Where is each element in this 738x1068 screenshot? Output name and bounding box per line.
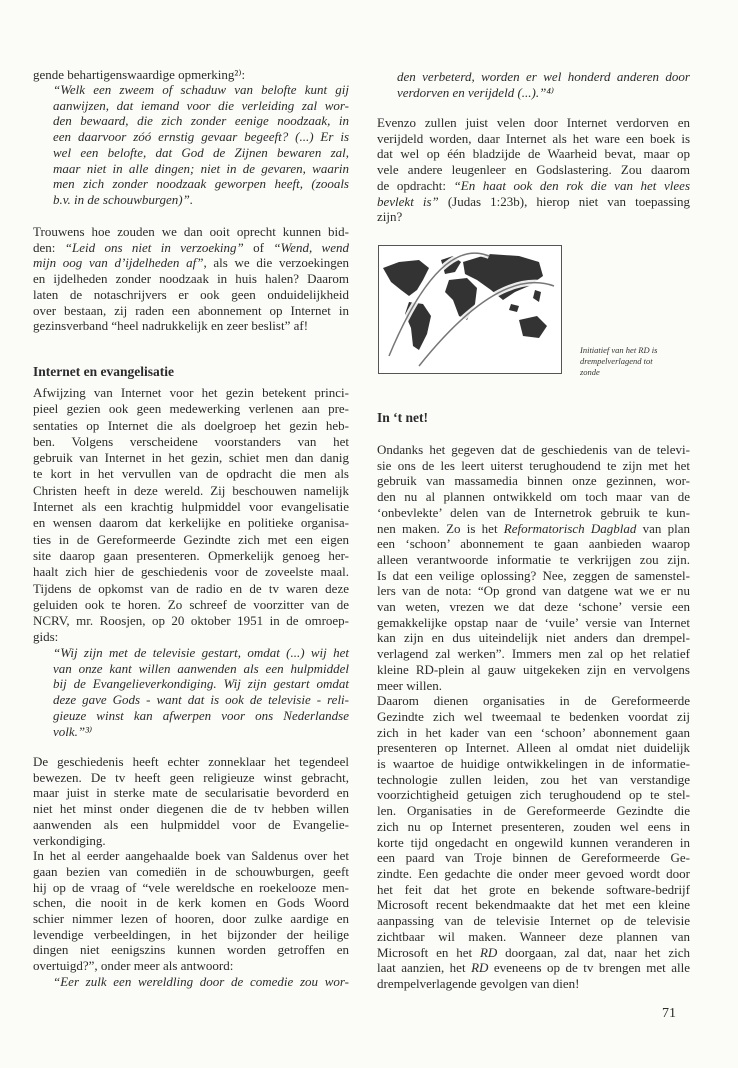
text-line: maar juist in sterke mate de secularisatie bevorderd en <box>33 785 349 801</box>
text-line: zich nu op Internet presenteren, zouden wel eens in <box>377 818 690 834</box>
italic-run: “Leid ons niet in verzoeking” <box>64 239 244 255</box>
paragraph-ondanks <box>377 442 690 992</box>
text-line: verlagend zal werken”. Immers men zal op het relatief <box>377 646 690 662</box>
text-line: De geschiedenis heeft echter zonneklaar het tegendeel <box>33 754 349 769</box>
italic-run: “En haat ook den rok die van het vlees <box>453 177 690 193</box>
text-line: schen, die nooit in de kerk komen en Gods Woord <box>33 895 349 911</box>
text-line: aanwijzen, dat iemand voor die verleiding zal wor- <box>53 97 349 113</box>
text-line: lers van de nota: “Op grond van datgene wat we er nu <box>377 583 690 599</box>
text-line: Tijdens de opkomst van de radio en de tv waren deze <box>33 580 349 596</box>
text-line: gezinsverband “heel nadrukkelijk en zeer beslist” af! <box>33 318 309 334</box>
italic-run: RD <box>479 944 498 960</box>
text-run: van plan <box>636 520 690 536</box>
text-run: eveneens op de tv brengen met alle <box>488 960 690 976</box>
text-run: Microsoft en het <box>377 944 480 960</box>
paragraph-evenzo <box>377 115 690 225</box>
paragraph-afwijzing <box>33 385 349 646</box>
quote-roosjen <box>53 645 349 739</box>
text-run: de opdracht: <box>377 177 454 193</box>
text-line: gieuze winst kan afwerpen voor ons Nederlandse <box>53 707 349 723</box>
caption-line: zonde <box>580 367 600 377</box>
text-line: hij op de vraag of “vele wereldsche en roekelooze men- <box>33 879 349 895</box>
text-line: verkondiging. <box>33 832 106 848</box>
text-line: over bestaan, zij raden een abonnement op Internet in <box>33 302 349 318</box>
text-line: een daarvoor zóó ernstig gevaar begeeft? (...) Er is <box>53 129 349 145</box>
text-line: korte tijd ongedacht en ongewild kunnen veranderen in <box>377 834 690 850</box>
text-line: te kort in het vervullen van de opdracht die men als <box>33 466 349 482</box>
text-line: “Eer zulk een wereldling door de comedie zou wor- <box>53 974 349 989</box>
text-line: zichtbaar wil maken. Wanneer deze plannen van <box>377 928 690 944</box>
text-line: den bewaard, die zich zonder eenige noodzaak, in <box>53 113 349 129</box>
text-line: ben. Volgens verscheidene voorstanders van het <box>33 433 349 449</box>
text-line: gebruik van Internet in het gezin, schiet men dan danig <box>33 450 349 466</box>
text-line: levendige verbeeldingen, in het bijzonder der heilige <box>33 926 349 942</box>
text-line: van onze kant willen aanwenden als een hulpmiddel <box>53 660 349 676</box>
paragraph-trouwens <box>33 224 349 334</box>
text-line: alleen verantwoorde informatie te verkrijgen zou zijn. <box>377 551 690 567</box>
text-line: verijdeld worden, daar Internet als het ware een boek is <box>377 130 690 146</box>
italic-run: RD <box>471 960 489 976</box>
text-line <box>377 178 690 194</box>
text-line: kan zijn en dus uiteindelijk niet anders dan drempel- <box>377 630 690 646</box>
text-line: aanwenden als een hulpmiddel voor de Evangelie- <box>33 816 349 832</box>
text-line <box>377 521 690 537</box>
text-line: is waartoe de huidige ontwikkelingen in de informatie- <box>377 756 690 772</box>
text-line: maar niet in alle dingen; niet in de gevaren, waarin <box>53 160 349 176</box>
text-line: gebruik van massamedia binnen onze gezinnen, wor- <box>377 473 690 489</box>
heading-in-t-net: In ‘t net! <box>377 410 428 425</box>
text-line: geluiden ook te horen. Zo schreef de voorzitter van de <box>33 596 349 612</box>
text-run: doorgaan, zal dat, naar het zich <box>497 944 691 960</box>
quote-saldenus-start <box>53 974 349 990</box>
text-line: sie ons de les leert uiterst terughoudend te zijn met het <box>377 457 690 473</box>
text-line: Microsoft recent bekendmaakte dat het met een kleine <box>377 897 690 913</box>
text-line: b.v. in de schouwburgen)”. <box>53 191 194 207</box>
italic-run: bevlekt is” <box>377 193 439 209</box>
text-line: Christen heeft in deze wereld. Zij beschouwen namelijk <box>33 482 349 498</box>
italic-run: Reformatorisch Dagblad <box>503 520 637 536</box>
text-line: bij de Evangelieverkondiging. Wij zijn gestart omdat <box>53 676 349 692</box>
text-run: laat aanzien, het <box>377 960 472 976</box>
text-line: Internet als een krachtig hulpmiddel voor evangelisatie <box>33 499 349 515</box>
text-line: dingen niet eenigszins kunnen worden getroffen en <box>33 942 349 958</box>
caption-line: Initiatief van het RD is <box>580 345 658 355</box>
text-line: zich in het kader van een ‘schoon’ abonnement gaan <box>377 724 690 740</box>
text-line: Evenzo zullen juist velen door Internet verdorven en <box>377 115 690 130</box>
text-line: schier nimmer lezen of hooren, door zulke aardige en <box>33 911 349 927</box>
text-line: Gezindte zich wel tweemaal te bedenken voordat zij <box>377 708 690 724</box>
text-line <box>33 240 349 256</box>
text-line: wel een belofte, dat God de Zijnen bewaren zal, <box>53 144 349 160</box>
text-line: van weten, vrezen we dat deze ‘schone’ versie een <box>377 599 690 615</box>
text-line: gemakkelijke opstap naar de ‘vuile’ versie van Internet <box>377 614 690 630</box>
text-line: In het al eerder aangehaalde boek van Saldenus over het <box>33 848 349 864</box>
text-line: pieel gezien ook geen medewerking verlenen aan pre- <box>33 401 349 417</box>
text-line <box>377 960 690 976</box>
text-line: den nu al plannen ontwikkeld om toch maar van de <box>377 489 690 505</box>
text-line: en wensen daarom dat kerkelijke en politieke organisa- <box>33 515 349 531</box>
text-line: meer willen. <box>377 677 442 693</box>
text-line: aanpassing van de televisie Internet op de televisie <box>377 913 690 929</box>
text-run: nen maken. Zo is het <box>377 520 504 536</box>
text-line: drempelverlagende gevolgen van dien! <box>377 975 580 991</box>
text-line: presenteren op Internet. Alleen al omdat niet duidelijk <box>377 740 690 756</box>
figure-caption <box>580 345 657 378</box>
text-line: gids: <box>33 629 59 645</box>
text-line: haalt zich hier de geschiedenis voor de zoveelste maal. <box>33 564 349 580</box>
text-line: deze gave Gods - want dat is ook de televisie - reli- <box>53 692 349 708</box>
text-line: en ijdelheden zonder noodzaak in huis halen? Daarom <box>33 271 349 287</box>
text-line: zijn? <box>377 209 403 225</box>
text-line: bewezen. De tv heeft geen religieuze winst gebracht, <box>33 769 349 785</box>
text-line: gaan bezien van comediën in de schouwburgen, geeft <box>33 863 349 879</box>
italic-run: mijn oog van d’ijdelheden af” <box>33 255 204 271</box>
text-line: volk.”³⁾ <box>53 723 93 739</box>
text-line: den verbeterd, worden er wel honderd anderen door <box>397 69 690 84</box>
text-line: zindte. Een gedachte die onder meer gevoed wordt door <box>377 865 690 881</box>
text-line: Daarom dienen organisaties in de Gereformeerde <box>377 693 690 709</box>
text-line <box>33 255 349 271</box>
text-line: verdorven en verijdeld (...).”⁴⁾ <box>397 84 555 100</box>
text-line: Ondanks het gegeven dat de geschiedenis van de televi- <box>377 442 690 457</box>
text-line: technologie zullen leiden, zou het van verstandige <box>377 771 690 787</box>
text-run: den: <box>33 239 65 255</box>
heading-internet-en-evangelisatie: Internet en evangelisatie <box>33 364 174 379</box>
text-line: men zich zonder noodzaak geworpen heeft, (zooals <box>53 176 349 192</box>
text-line: Trouwens hoe zouden we dan ooit oprecht kunnen bid- <box>33 224 349 239</box>
text-line: ‘onbevlekte’ delen van de Internetrok gebruik te kun- <box>377 504 690 520</box>
text-line <box>377 945 690 961</box>
page-number: 71 <box>662 1006 676 1021</box>
text-line: kleine RD-plein al gauw uitgekeken zijn en vervolgens <box>377 661 690 677</box>
text-line: “Wij zijn met de televisie gestart, omdat (...) wij het <box>53 645 349 660</box>
intro-line <box>33 67 349 83</box>
text-line: dat wel op één bladzijde de Waarheid bevat, maar op <box>377 146 690 162</box>
text-line: een paard van Troje binnen de Gereformeerde Ge- <box>377 850 690 866</box>
quote-saldenus-end <box>397 69 690 100</box>
text-line: ties in de Gereformeerde Gezindte zich met een eigen <box>33 531 349 547</box>
text-line: laten de notaschrijvers er ook geen onduidelijkheid <box>33 286 349 302</box>
text-line: NCRV, mr. Roosjen, op 20 oktober 1951 in de omroep- <box>33 613 349 629</box>
text-line: “Welk een zweem of schaduw van belofte kunt gij <box>53 82 349 97</box>
text-run: (Judas 1:23b), hierop niet van toepassing <box>438 193 690 209</box>
text-line: Afwijzing van Internet voor het gezin betekent princi- <box>33 385 349 400</box>
text-line <box>377 194 690 210</box>
text-line: niet het minst onder diegenen die de tv hebben willen <box>33 801 349 817</box>
text-run: , als we die verzoekingen <box>203 255 349 271</box>
text-line: sentaties op Internet die als doelgroep het gezin heb- <box>33 417 349 433</box>
text-line: het feit dat het grote en bekende software-bedrijf <box>377 881 690 897</box>
paragraph-geschiedenis <box>33 754 349 974</box>
text-line: overtuigd?”, onder meer als antwoord: <box>33 958 234 974</box>
caption-line: drempelverlagend tot <box>580 356 653 366</box>
text-line: Is dat een veilige oplossing? Nee, zeggen de samenstel- <box>377 567 690 583</box>
text-line: een ‘schoon’ abonnement te gaan aanbieden waarop <box>377 536 690 552</box>
text-run: of <box>243 239 274 255</box>
world-map-figure <box>378 245 562 374</box>
text-line: gende behartigenswaardige opmerking²⁾: <box>33 67 246 82</box>
quote-welk-een-zweem <box>53 82 349 208</box>
text-line: voorzichtigheid getuigen zich terughoudend op te stel- <box>377 787 690 803</box>
text-line: len. Organisaties in de Gereformeerde Gezindte die <box>377 803 690 819</box>
text-line: vele andere leugenleer en Godslastering. Zou daarom <box>377 162 690 178</box>
italic-run: “Wend, wend <box>273 239 350 255</box>
text-line: site daarop gaan presenteren. Opmerkelijk genoeg her- <box>33 547 349 563</box>
world-map-icon <box>379 246 561 373</box>
